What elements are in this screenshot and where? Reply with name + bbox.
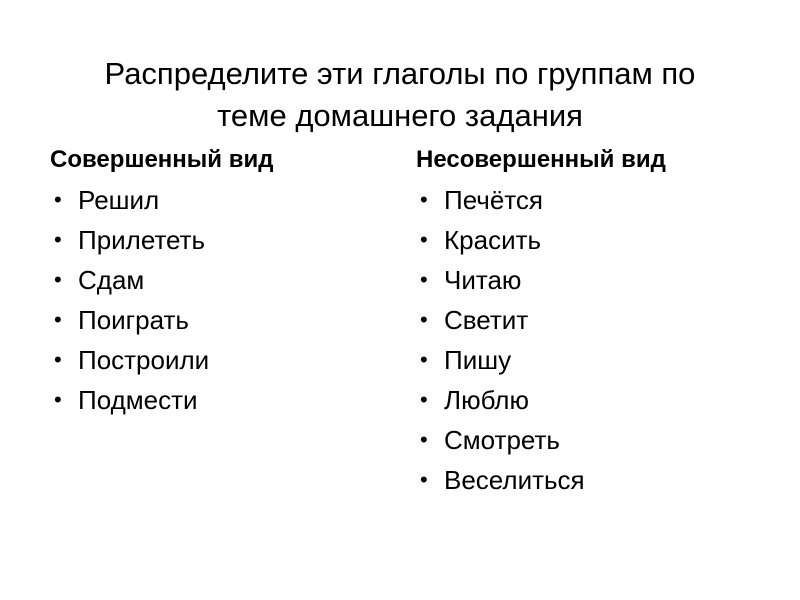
word-text: Прилететь [78,225,206,255]
word-text: Решил [78,185,160,215]
list-item [416,460,776,500]
slide-title [40,53,760,137]
imperfective-list [416,180,776,500]
title-line-1: Распределите эти глаголы по группам по [104,55,696,91]
word-text: Сдам [78,265,145,295]
bullet-icon: • [54,347,62,372]
bullet-icon: • [420,387,428,412]
list-item [416,300,776,340]
list-item [416,180,776,220]
word-text: Подмести [78,385,198,415]
title-line-2: теме домашнего задания [217,97,583,133]
word-text: Смотреть [444,425,560,455]
list-item [50,180,390,220]
word-text: Печётся [444,185,543,215]
bullet-icon: • [420,467,428,492]
list-item [416,420,776,460]
list-item [50,300,390,340]
bullet-icon: • [420,427,428,452]
word-text: Веселиться [444,465,585,495]
bullet-icon: • [420,227,428,252]
list-item [50,380,390,420]
imperfective-heading: Несовершенный вид [416,146,666,173]
bullet-icon: • [54,267,62,292]
perfective-heading: Совершенный вид [50,146,274,173]
word-text: Построили [78,345,210,375]
imperfective-column [416,140,776,500]
list-item [416,220,776,260]
perfective-list [50,180,390,420]
list-item [416,260,776,300]
bullet-icon: • [420,187,428,212]
word-text: Читаю [444,265,522,295]
bullet-icon: • [54,387,62,412]
bullet-icon: • [420,347,428,372]
list-item [416,380,776,420]
word-text: Люблю [444,385,529,415]
bullet-icon: • [54,227,62,252]
bullet-icon: • [54,307,62,332]
word-text: Светит [444,305,529,335]
bullet-icon: • [54,187,62,212]
list-item [416,340,776,380]
list-item [50,340,390,380]
word-text: Пишу [444,345,512,375]
list-item [50,220,390,260]
list-item [50,260,390,300]
bullet-icon: • [420,267,428,292]
bullet-icon: • [420,307,428,332]
perfective-column [50,140,390,420]
word-text: Поиграть [78,305,189,335]
word-text: Красить [444,225,542,255]
